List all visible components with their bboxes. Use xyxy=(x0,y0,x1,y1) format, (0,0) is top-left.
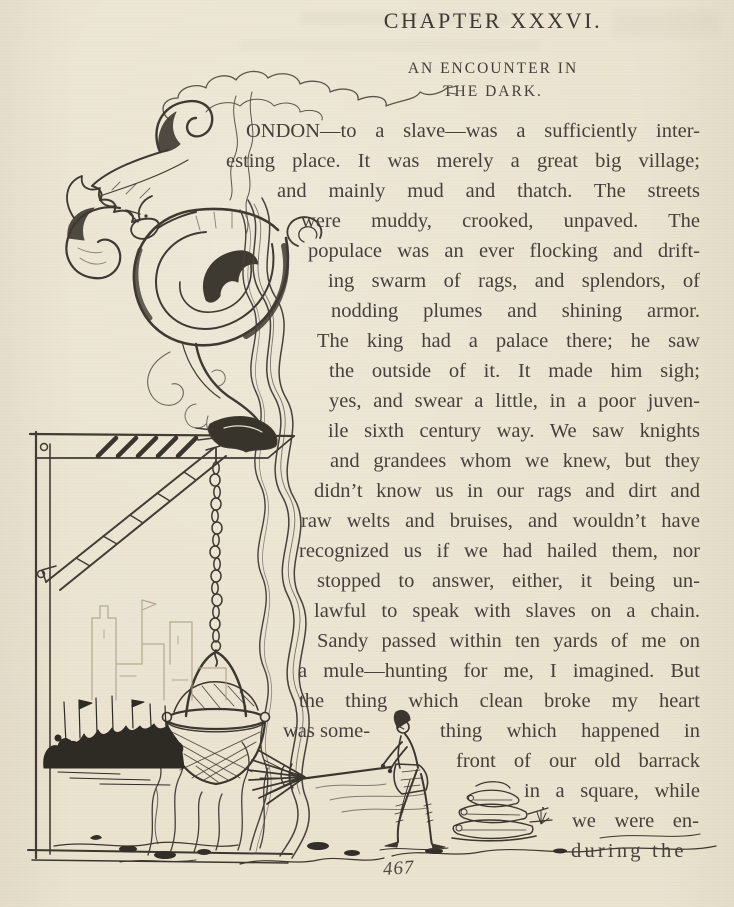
body-text-line: ONDON—to a slave—was a sufficiently inter- xyxy=(246,120,700,142)
body-text-line: raw welts and bruises, and wouldn’t have xyxy=(301,510,700,532)
chapter-subtitle-line: AN ENCOUNTER IN xyxy=(407,60,579,77)
body-text-line: Sandy passed within ten yards of me on xyxy=(317,630,700,652)
faggot-pile-icon xyxy=(316,782,552,841)
body-text-line: didn’t know us in our rags and dirt and xyxy=(314,480,700,502)
body-text-line: in a square, while xyxy=(524,780,700,802)
body-text-line: and mainly mud and thatch. The streets xyxy=(277,180,700,202)
body-text-line: nodding plumes and shining armor. xyxy=(331,300,700,322)
body-text-line: we were en- xyxy=(572,810,699,832)
chapter-subtitle-line: THE DARK. xyxy=(443,83,543,100)
body-text-line: ing swarm of rags, and splendors, of xyxy=(328,270,700,292)
body-text-line: the thing which clean broke my heart xyxy=(299,690,700,712)
body-text-line: were muddy, crooked, unpaved. The xyxy=(301,210,700,232)
body-text-line: thing which happened in xyxy=(440,720,700,742)
gallows-frame-icon xyxy=(30,417,294,858)
body-text-line: lawful to speak with slaves on a chain. xyxy=(314,600,700,622)
body-text-line: the outside of it. It made him sigh; xyxy=(329,360,700,382)
chapter-heading: CHAPTER XXXVI. xyxy=(383,8,603,33)
body-text-line: yes, and swear a little, in a poor juven- xyxy=(329,390,700,412)
page-number: 467 xyxy=(382,856,416,881)
chain-icon xyxy=(210,462,222,666)
castle-outline-icon xyxy=(92,600,226,700)
body-text-line: and grandees whom we knew, but they xyxy=(330,450,700,472)
body-text-line: populace was an ever flocking and drift- xyxy=(308,240,700,262)
body-text-line: front of our old barrack xyxy=(456,750,700,772)
body-text-line: stopped to answer, either, it being un- xyxy=(317,570,700,592)
body-text-line: ile sixth century way. We saw knights xyxy=(328,420,700,442)
body-text-line: esting place. It was merely a great big village; xyxy=(226,150,700,172)
body-text-line: recognized us if we had hailed them, nor xyxy=(299,540,700,562)
body-text-line: a mule—hunting for me, I imagined. But xyxy=(298,660,700,682)
crowd-silhouette-icon xyxy=(44,696,184,785)
body-text-line: was some- xyxy=(283,720,371,742)
body-text-line: The king had a palace there; he saw xyxy=(317,330,700,352)
body-text-line: during the xyxy=(571,840,687,862)
